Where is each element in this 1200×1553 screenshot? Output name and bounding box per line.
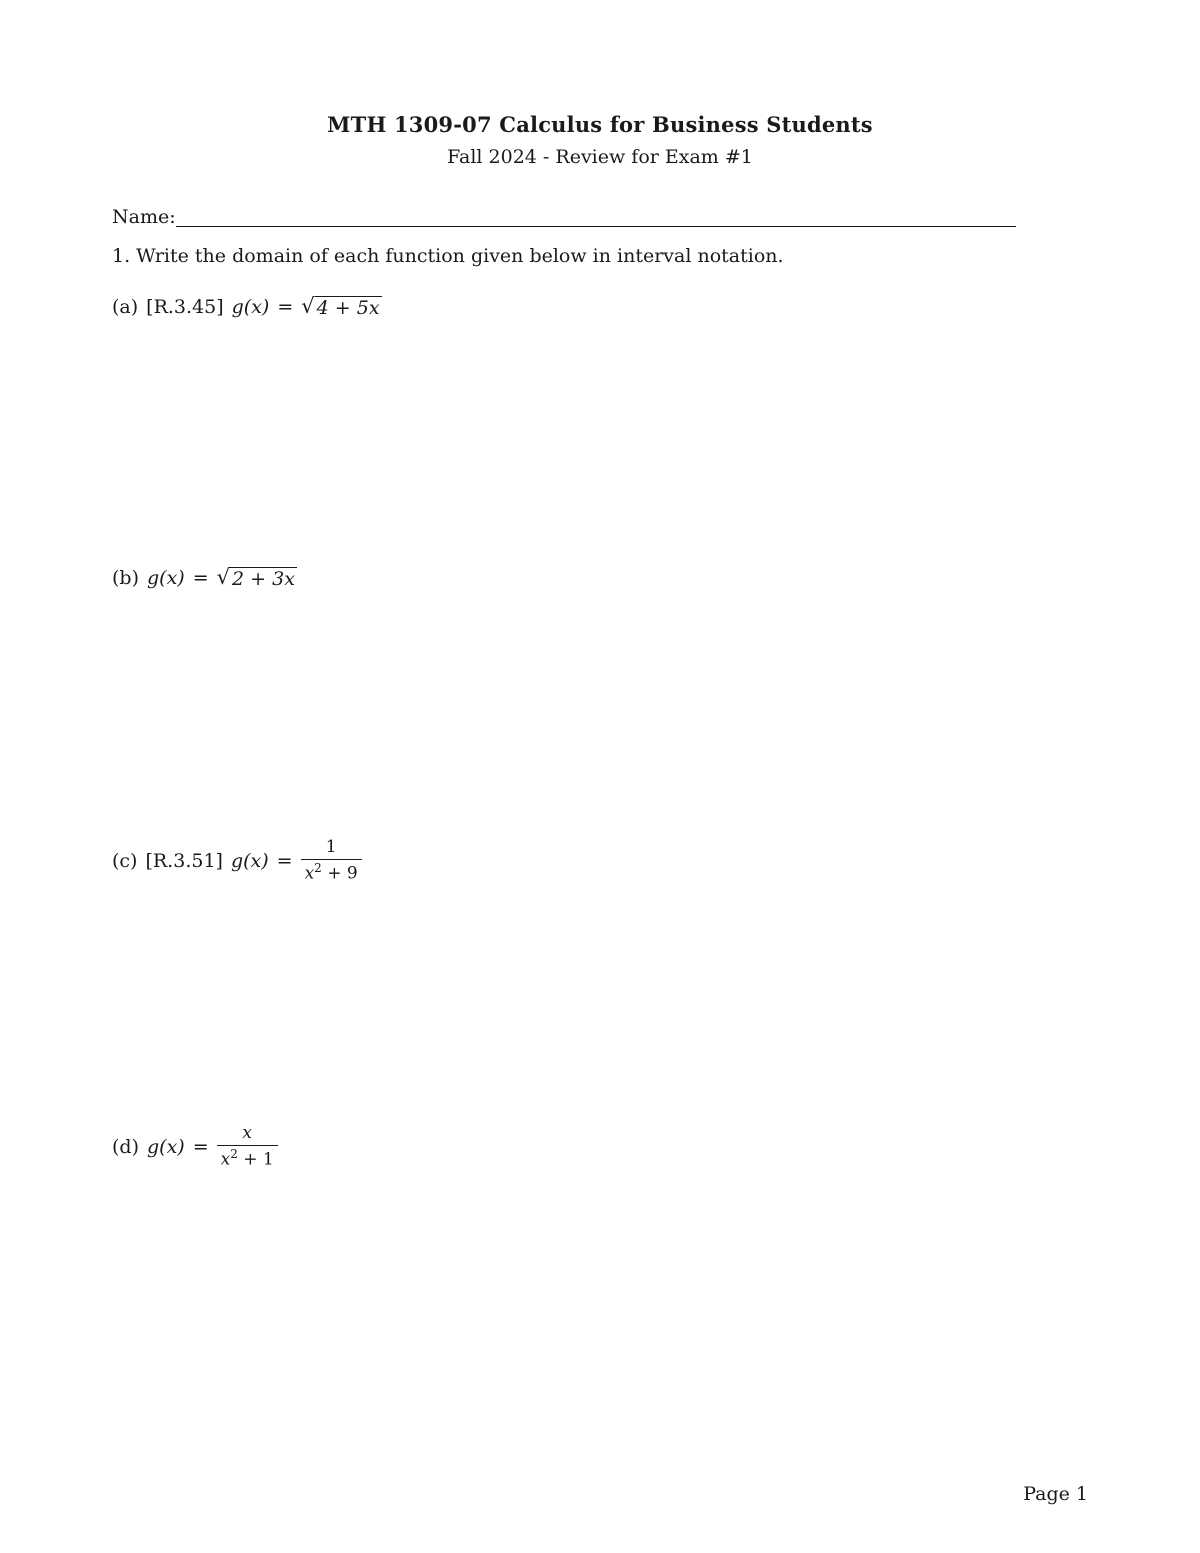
problem-c-numerator: 1 <box>325 837 337 857</box>
problem-c-denominator-base: x <box>304 863 315 884</box>
problem-b <box>112 567 297 590</box>
problem-c-lhs: g(x) <box>230 849 269 872</box>
radical-sign-icon: √ <box>216 565 231 589</box>
problem-a-radicand: 4 + 5x <box>316 297 380 319</box>
problem-b-lhs: g(x) <box>147 567 185 590</box>
problem-d <box>112 1124 278 1170</box>
problem-b-equals: = <box>192 567 209 590</box>
problem-a-equals: = <box>277 296 294 319</box>
radical-sign-icon: √ <box>301 294 315 318</box>
problem-c <box>112 838 362 884</box>
problem-b-sqrt <box>217 567 297 590</box>
name-blank-line <box>176 226 1016 227</box>
problem-c-label: (c) <box>112 849 138 872</box>
problem-d-denominator <box>217 1145 278 1170</box>
problem-b-radicand: 2 + 3x <box>232 568 295 590</box>
problem-c-equals: = <box>276 849 293 872</box>
problem-c-reference: [R.3.51] <box>145 849 223 872</box>
problem-b-equation <box>147 567 297 590</box>
problem-d-fraction <box>217 1124 278 1170</box>
name-label: Name: <box>112 206 176 228</box>
problem-c-denominator-rest: + 9 <box>321 863 358 884</box>
problem-d-denominator-exponent: 2 <box>230 1146 238 1161</box>
problem-a <box>112 296 382 319</box>
problem-b-label: (b) <box>112 567 139 590</box>
document-title: MTH 1309-07 Calculus for Business Students <box>327 112 873 137</box>
problem-a-equation <box>232 296 382 319</box>
problem-c-denominator <box>301 859 362 884</box>
page-number: Page 1 <box>1023 1483 1088 1505</box>
problem-d-denominator-rest: + 1 <box>237 1149 274 1170</box>
document-subtitle: Fall 2024 - Review for Exam #1 <box>447 146 753 168</box>
problem-a-lhs: g(x) <box>231 296 270 319</box>
question-1-prompt: 1. Write the domain of each function given below in interval notation. <box>112 245 784 267</box>
problem-c-equation <box>231 838 362 884</box>
problem-d-label: (d) <box>112 1135 139 1158</box>
problem-d-lhs: g(x) <box>147 1135 185 1158</box>
problem-a-sqrt <box>301 296 381 319</box>
problem-d-denominator-base: x <box>220 1149 231 1170</box>
problem-d-equals: = <box>192 1135 209 1158</box>
name-field <box>112 206 1016 232</box>
problem-d-equation <box>147 1124 278 1170</box>
problem-a-label: (a) <box>112 296 139 319</box>
problem-a-reference: [R.3.45] <box>146 296 224 319</box>
problem-d-numerator: x <box>242 1123 252 1143</box>
problem-c-fraction <box>301 838 362 884</box>
problem-c-denominator-exponent: 2 <box>314 860 322 875</box>
